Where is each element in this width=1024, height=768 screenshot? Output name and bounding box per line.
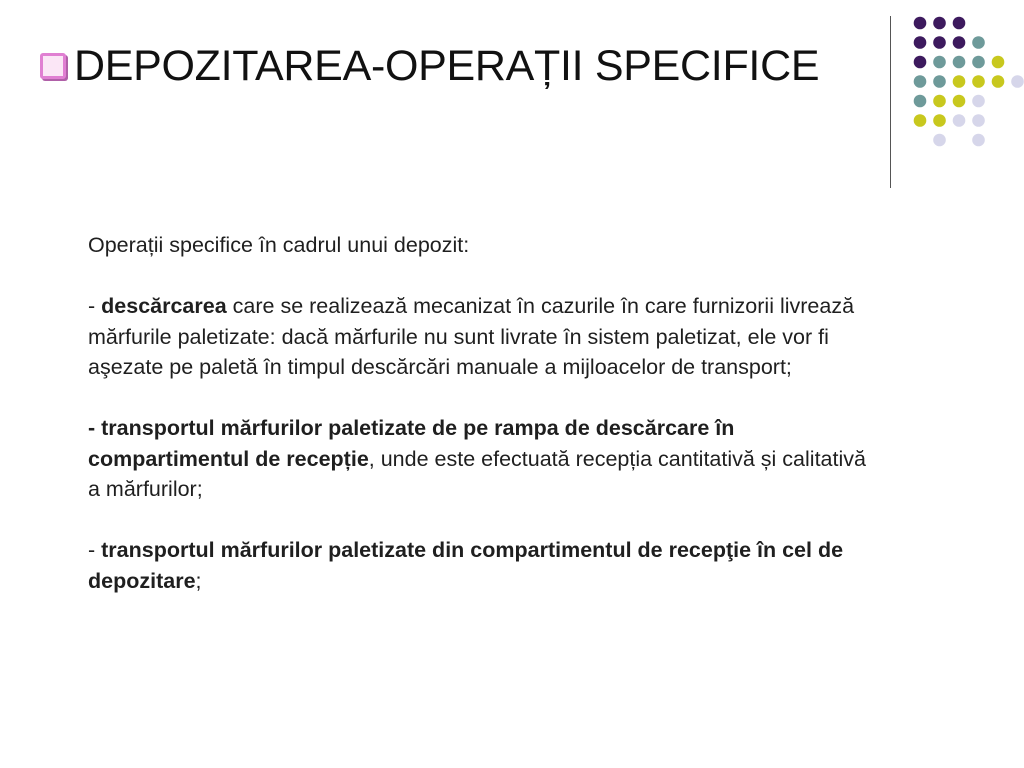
decor-dot — [914, 95, 927, 108]
decor-dot — [933, 75, 946, 88]
item-dash: - — [88, 538, 102, 562]
item-bold-term: descărcarea — [101, 294, 227, 318]
vertical-divider — [890, 16, 891, 188]
decor-dot — [953, 114, 966, 127]
decor-dot — [933, 134, 946, 147]
decor-dot — [933, 36, 946, 49]
decor-dot — [933, 114, 946, 127]
list-item-transport-depozitare — [88, 535, 868, 596]
decor-dot — [914, 56, 927, 69]
decor-dot — [1011, 75, 1024, 88]
decor-dot — [953, 75, 966, 88]
decor-dot — [972, 36, 985, 49]
item-text: ; — [195, 568, 202, 593]
slide-body — [88, 230, 868, 596]
item-dash: - — [88, 294, 102, 318]
decor-dot — [933, 56, 946, 69]
square-bullet-icon — [40, 53, 66, 79]
decor-dot — [933, 95, 946, 108]
decor-dot — [933, 17, 946, 30]
item-bold-term: - transportul mărfurilor paletizate de pe rampa de descărcare în compartimentul de recepție — [88, 416, 735, 471]
decor-dot — [953, 17, 966, 30]
intro-text: Operații specifice în cadrul unui depozit: — [88, 233, 470, 257]
decor-dot — [953, 95, 966, 108]
intro-paragraph — [88, 230, 868, 261]
item-text: care se realizează mecanizat în cazurile în care furnizorii livrează mărfurile paletizate: dacă mărfurile nu sunt livrate în sistem paletizat, ele vor fi aşezate pe paletă în timpul descărcări manuale a mijloacelor de transport; — [88, 294, 855, 379]
decor-dot — [972, 114, 985, 127]
item-bold-term: transportul mărfurilor paletizate din compartimentul de recepţie în cel de depozitare — [88, 538, 844, 593]
decor-dot — [914, 36, 927, 49]
decor-dot — [914, 114, 927, 127]
dot-grid-decoration — [0, 0, 1024, 200]
decor-dot — [953, 36, 966, 49]
decor-dot — [914, 17, 927, 30]
list-item-transport-receptie — [88, 413, 868, 505]
decor-dot — [972, 75, 985, 88]
decor-dot — [972, 56, 985, 69]
decor-dot — [914, 75, 927, 88]
decor-dot — [972, 134, 985, 147]
title-row — [40, 40, 819, 92]
decor-dot — [953, 56, 966, 69]
decor-dot — [992, 56, 1005, 69]
decor-dot — [992, 75, 1005, 88]
decor-dot — [972, 95, 985, 108]
list-item-descarcarea — [88, 291, 868, 383]
slide-title: DEPOZITAREA-OPERAȚII SPECIFICE — [74, 41, 820, 90]
item-text: , unde este efectuată recepția cantitativă și calitativă a mărfurilor; — [88, 446, 866, 501]
